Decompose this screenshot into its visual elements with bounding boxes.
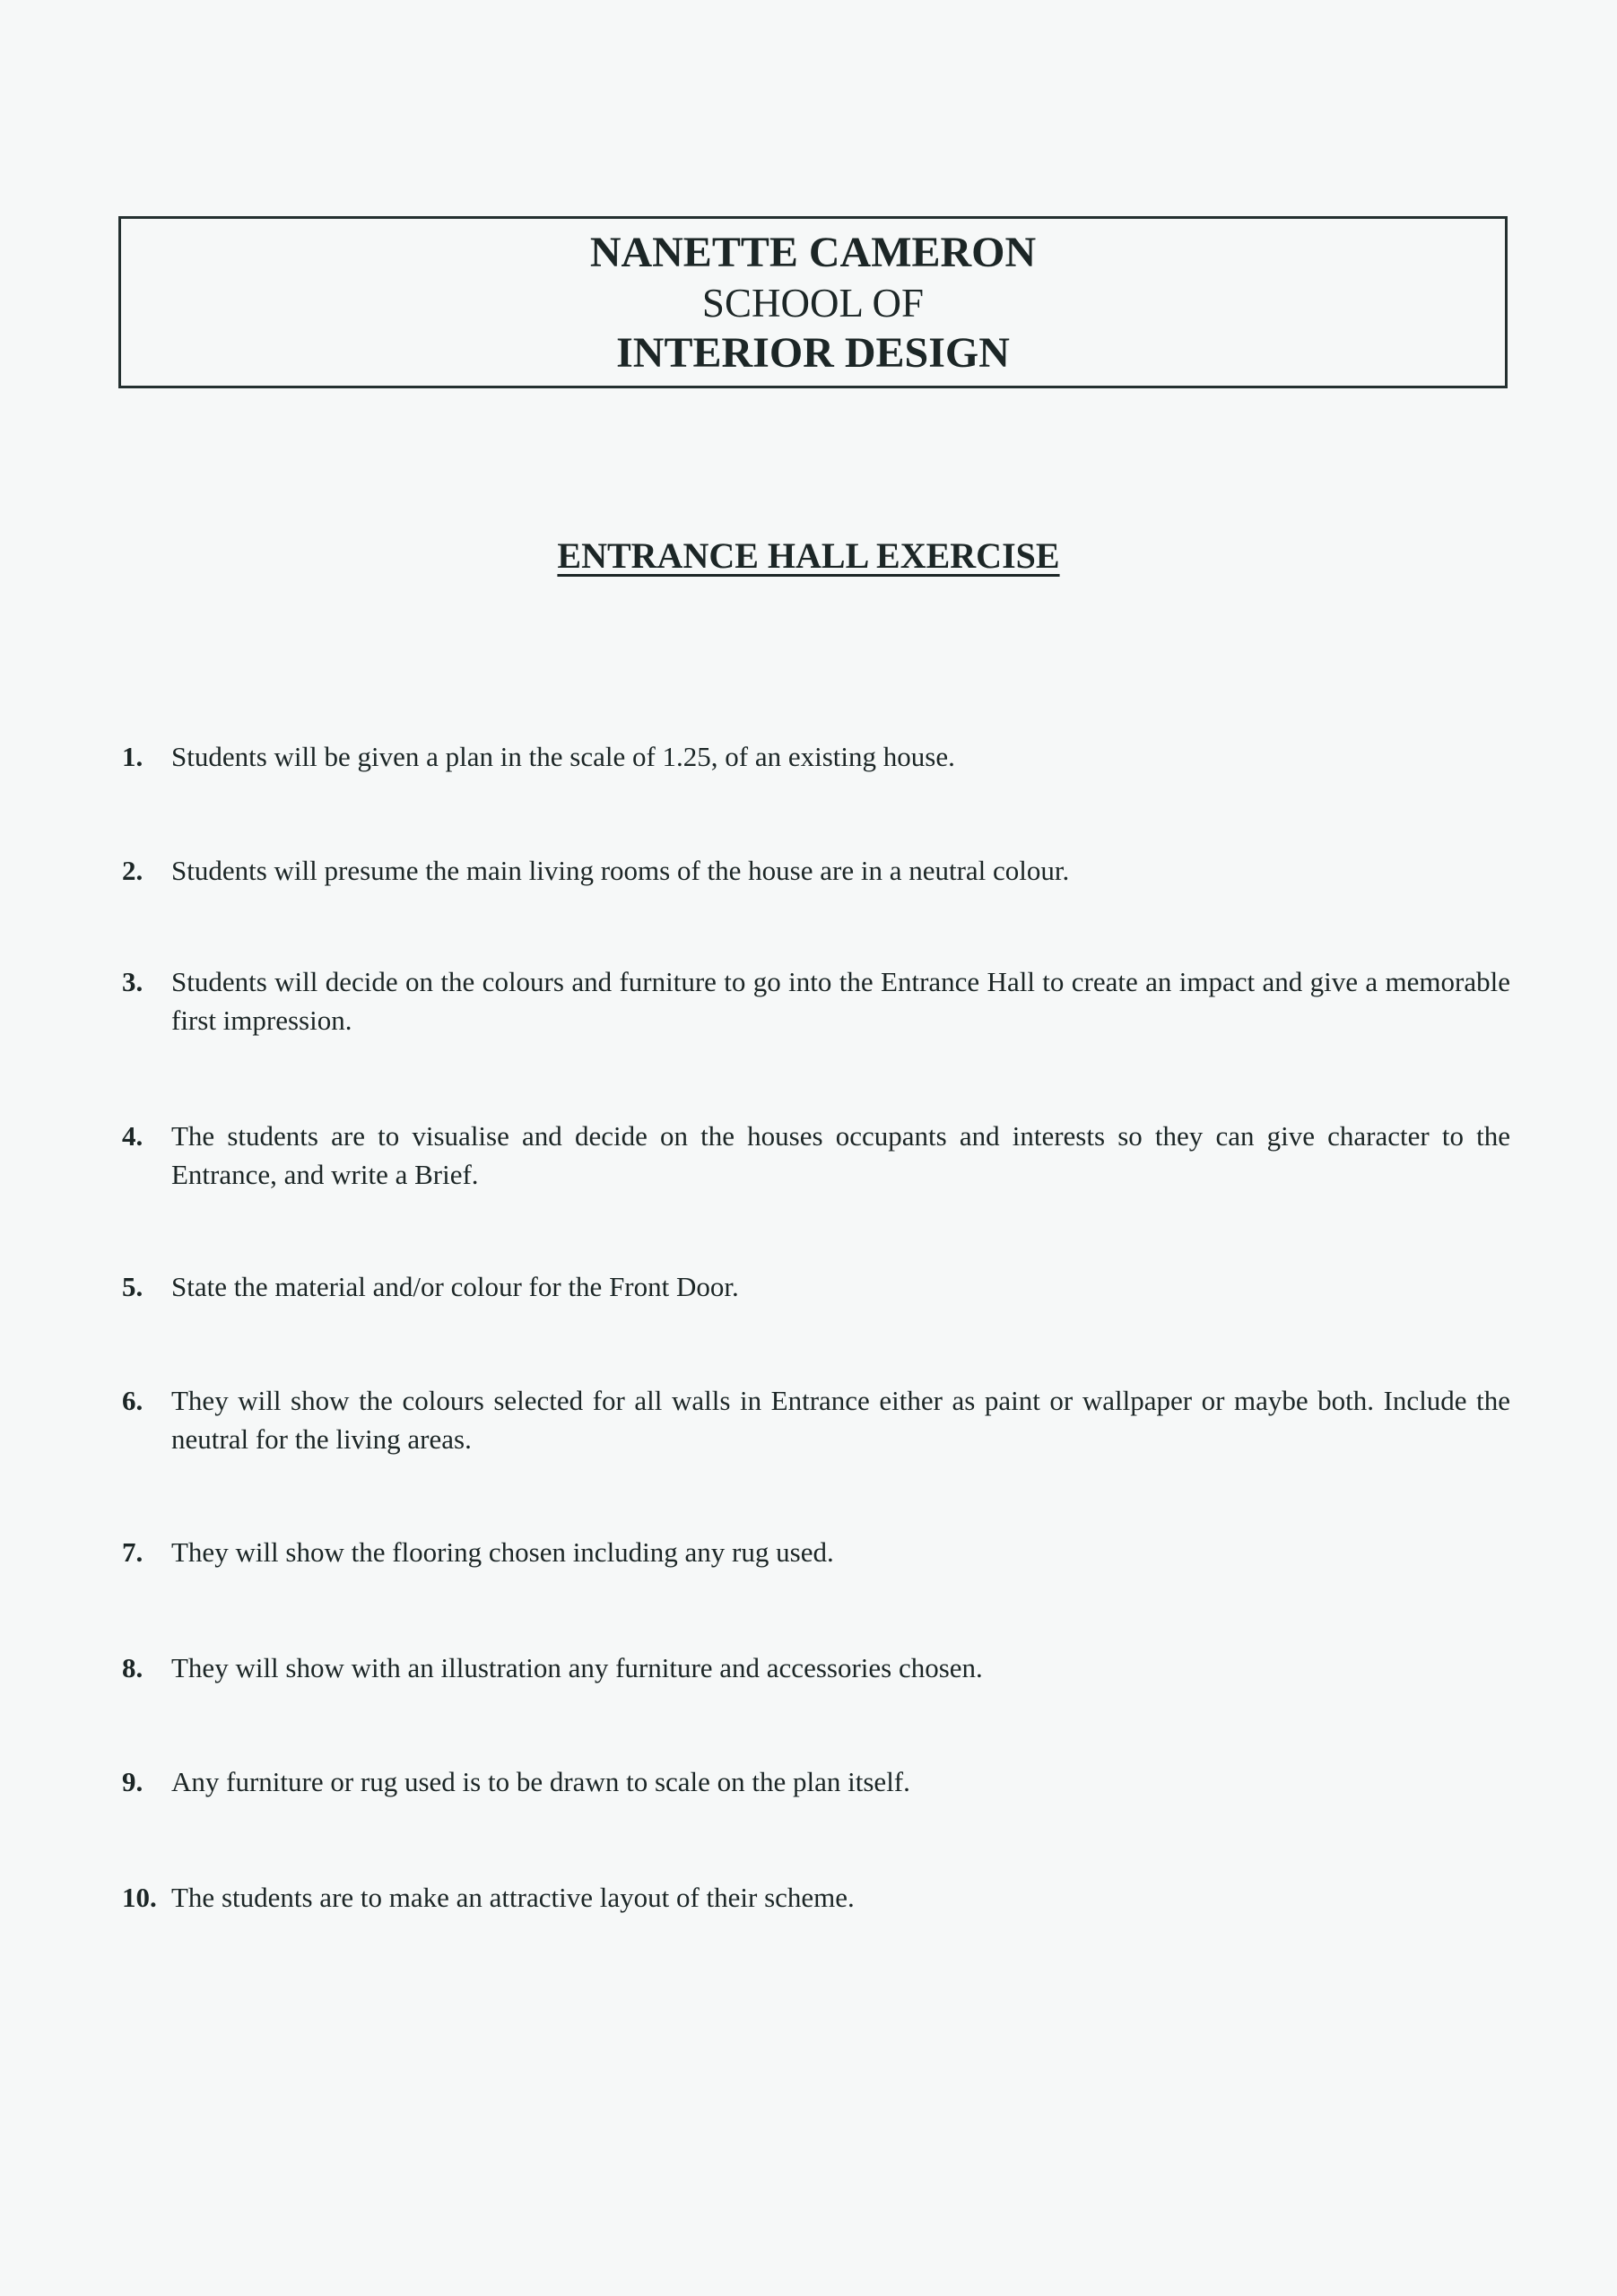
item-number: 10. — [122, 1882, 157, 1913]
school-name: NANETTE CAMERON — [589, 229, 1037, 276]
item-text: The students are to make an attractive layout of their scheme. — [171, 1882, 855, 1913]
item-text: State the material and/or colour for the Front Door. — [171, 1271, 739, 1302]
exercise-title-text: ENTRANCE HALL EXERCISE — [557, 535, 1060, 576]
list-item — [122, 1117, 1510, 1194]
list-item — [122, 737, 1510, 776]
item-text: They will show the flooring chosen including any rug used. — [171, 1536, 834, 1568]
list-item — [122, 962, 1510, 1039]
school-subtitle: SCHOOL OF — [701, 281, 925, 326]
list-item — [122, 851, 1510, 890]
list-item — [122, 1381, 1510, 1458]
item-number: 7. — [122, 1536, 143, 1568]
item-number: 3. — [122, 966, 143, 997]
item-text: Students will be given a plan in the scale of 1.25, of an existing house. — [171, 741, 955, 772]
list-item — [122, 1267, 1510, 1306]
item-number: 4. — [122, 1120, 143, 1152]
list-item — [122, 1648, 1510, 1687]
item-text: The students are to visualise and decide on the houses occupants and interests so they can give character to the Entrance, and write a Brief. — [171, 1120, 1510, 1190]
list-item — [122, 1878, 1510, 1917]
item-number: 9. — [122, 1766, 143, 1797]
list-item — [122, 1533, 1510, 1571]
item-text: They will show the colours selected for all walls in Entrance either as paint or wallpaper or maybe both. Include the neutral for the living areas. — [171, 1385, 1510, 1455]
item-text: Any furniture or rug used is to be drawn to scale on the plan itself. — [171, 1766, 910, 1797]
item-text: Students will decide on the colours and furniture to go into the Entrance Hall to create an impact and give a memorable first impression. — [171, 966, 1510, 1036]
item-number: 8. — [122, 1652, 143, 1683]
item-text: Students will presume the main living rooms of the house are in a neutral colour. — [171, 855, 1070, 886]
item-number: 2. — [122, 855, 143, 886]
school-header-box — [118, 216, 1508, 388]
school-discipline: INTERIOR DESIGN — [616, 329, 1010, 377]
exercise-title — [0, 535, 1617, 577]
item-number: 1. — [122, 741, 143, 772]
item-text: They will show with an illustration any furniture and accessories chosen. — [171, 1652, 983, 1683]
item-number: 5. — [122, 1271, 143, 1302]
item-number: 6. — [122, 1385, 143, 1416]
list-item — [122, 1762, 1510, 1801]
